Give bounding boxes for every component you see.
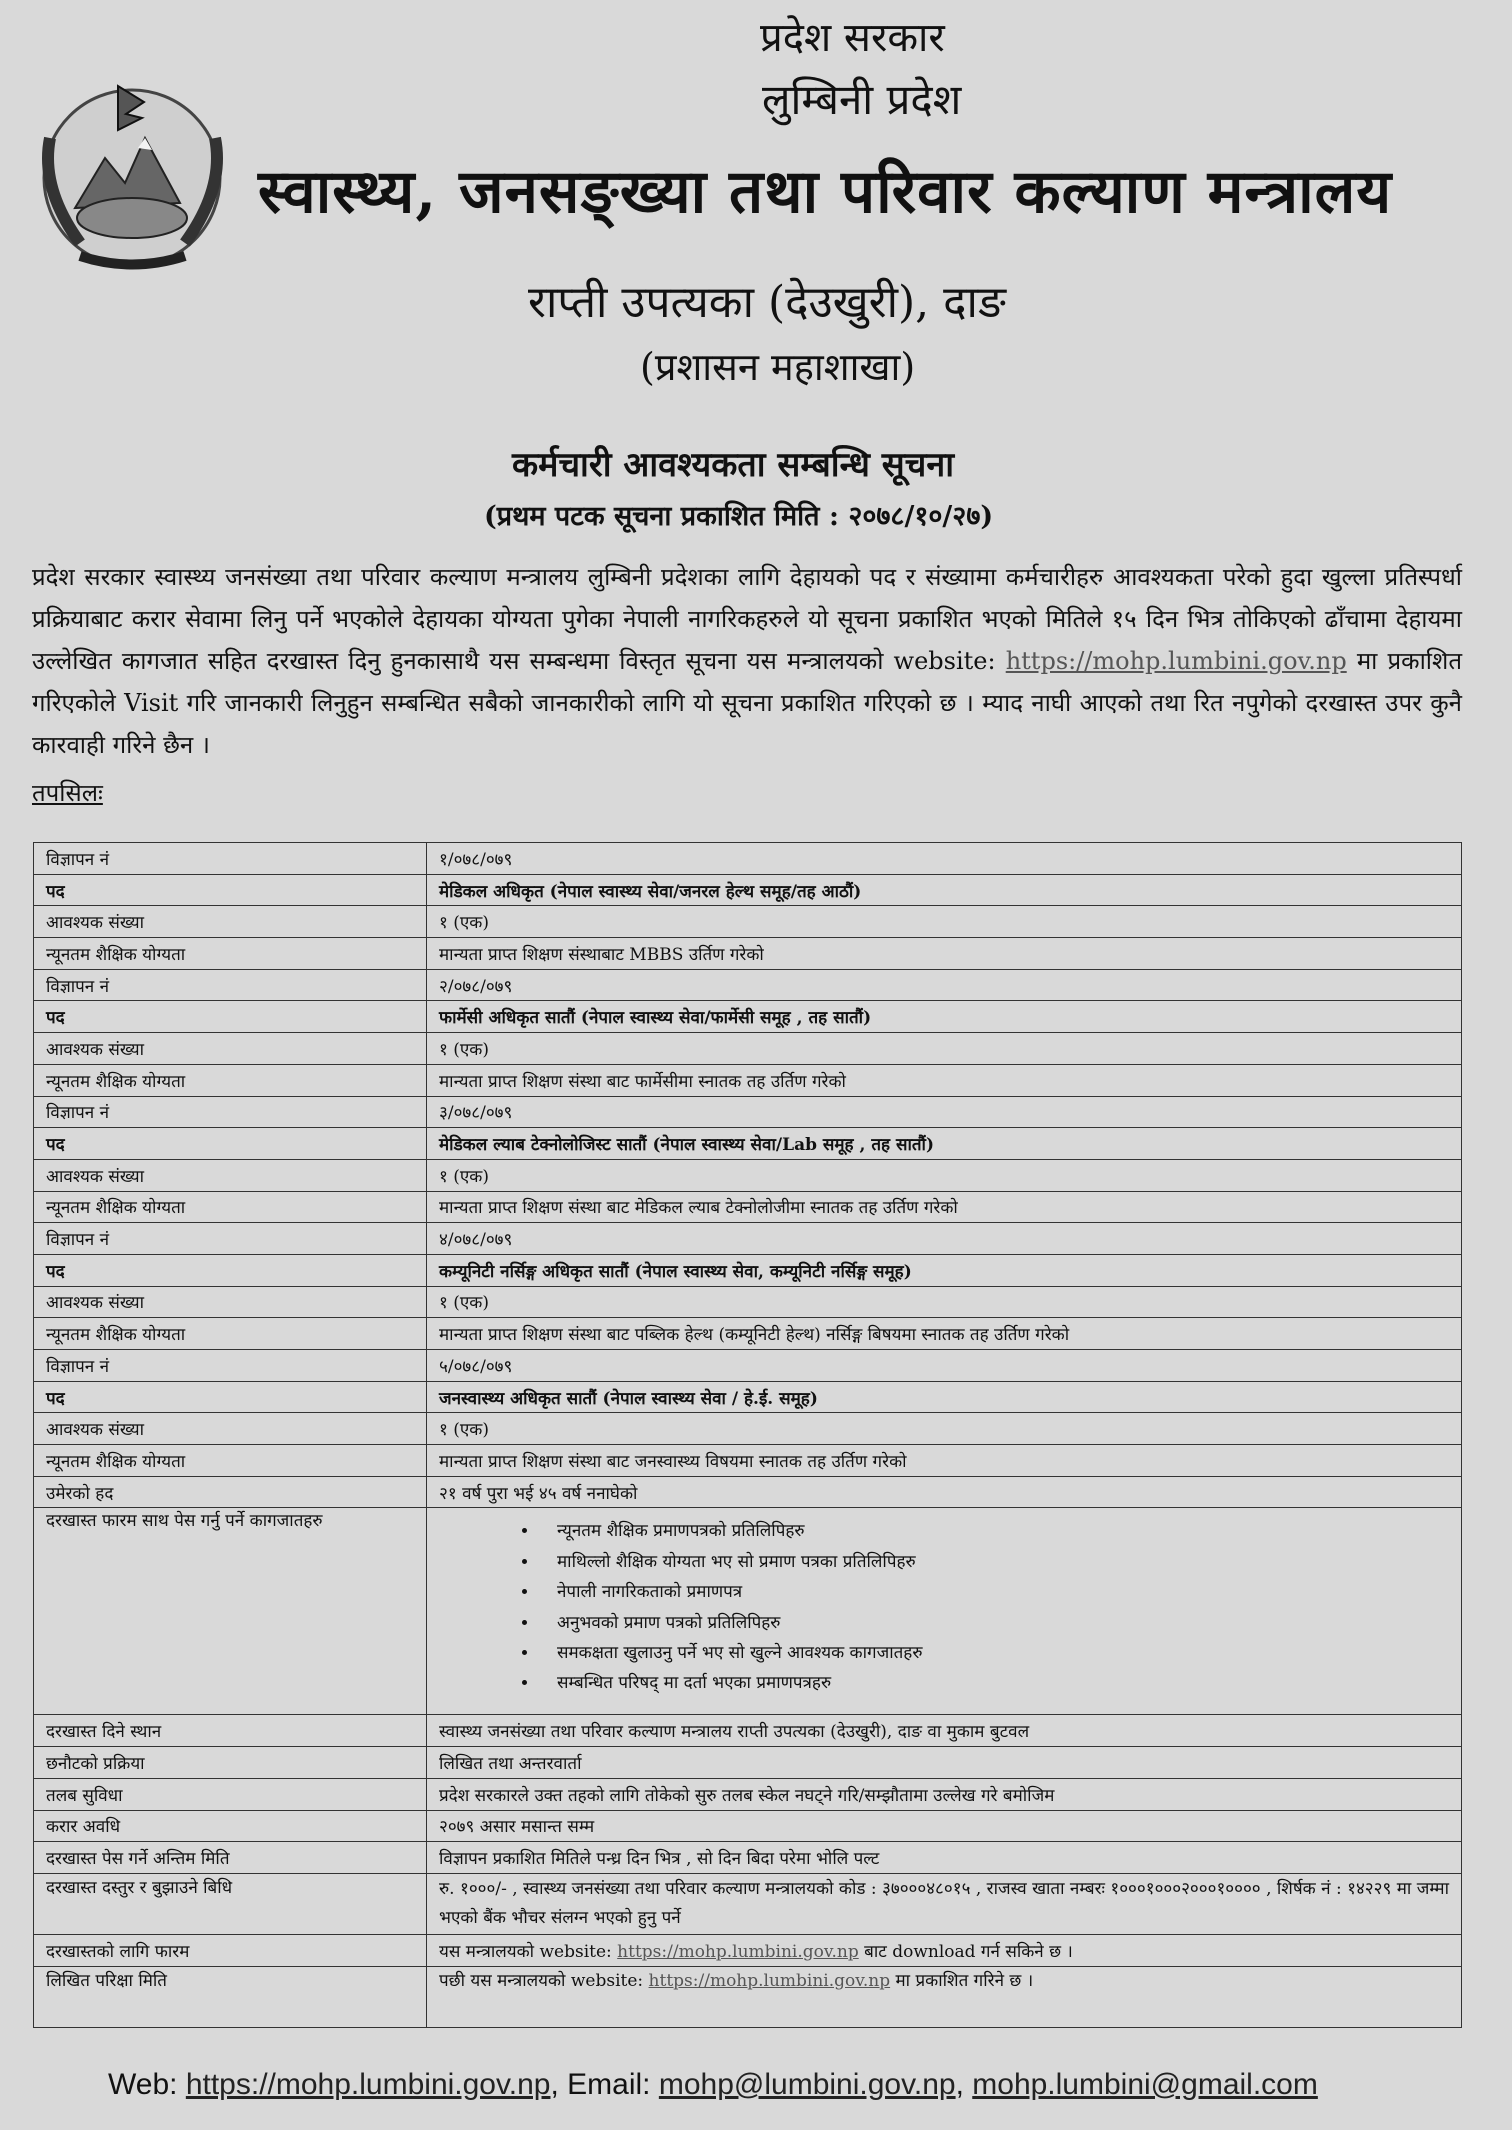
table-row [34,969,1462,1001]
row-value: १ (एक) [427,1286,1462,1318]
table-row [34,1191,1462,1223]
row-value: १/०७८/०७९ [427,843,1462,875]
row-label: विज्ञापन नं [34,843,427,875]
row-label: न्यूनतम शैक्षिक योग्यता [34,938,427,970]
row-value: २/०७८/०७९ [427,969,1462,1001]
table-row [34,1159,1462,1191]
table-row [34,1873,1462,1934]
footer-email-link-2[interactable]: mohp.lumbini@gmail.com [972,2068,1318,2101]
footer-separator: , [955,2068,964,2101]
footer-email-label: , Email: [550,2068,651,2101]
row-value: कम्यूनिटी नर्सिङ्ग अधिकृत सातौं (नेपाल स्वास्थ्य सेवा, कम्यूनिटी नर्सिङ्ग समूह) [427,1254,1462,1286]
footer [108,2068,1318,2102]
row-value [427,1934,1462,1966]
table-row [34,1254,1462,1286]
row-label: विज्ञापन नं [34,1223,427,1255]
row-value: मान्यता प्राप्त शिक्षण संस्था बाट फार्मेसीमा स्नातक तह उर्तिण गरेको [427,1064,1462,1096]
row-label: लिखित परिक्षा मिति [34,1966,427,2027]
row-value: १ (एक) [427,1159,1462,1191]
row-value: ५/०७८/०७९ [427,1350,1462,1382]
row-value: मेडिकल ल्याब टेक्नोलोजिस्ट सातौं (नेपाल स्वास्थ्य सेवा/Lab समूह , तह सातौं) [427,1128,1462,1160]
table-row [34,1476,1462,1508]
row-label: दरखास्त दस्तुर र बुझाउने बिधि [34,1873,427,1934]
row-label: पद [34,1254,427,1286]
row-value: मान्यता प्राप्त शिक्षण संस्था बाट जनस्वास्थ्य विषयमा स्नातक तह उर्तिण गरेको [427,1445,1462,1477]
row-label: दरखास्त दिने स्थान [34,1715,427,1747]
table-row [34,1810,1462,1842]
row-value: २१ वर्ष पुरा भई ४५ वर्ष ननाघेको [427,1476,1462,1508]
row-value: प्रदेश सरकारले उक्त तहको लागि तोकेको सुरु तलब स्केल नघट्ने गरि/सम्झौतामा उल्लेख गरे बमोजिम [427,1778,1462,1810]
row-label: आवश्यक संख्या [34,1413,427,1445]
row-value: जनस्वास्थ्य अधिकृत सातौं (नेपाल स्वास्थ्य सेवा / हे.ई. समूह) [427,1381,1462,1413]
form-text-post: बाट download गर्न सकिने छ । [864,1941,1073,1962]
table-row [34,1286,1462,1318]
notice-subtitle: (प्रथम पटक सूचना प्रकाशित मिति : २०७८/१०/२७) [484,501,994,532]
table-row [34,1381,1462,1413]
row-label: पद [34,1128,427,1160]
row-value: मान्यता प्राप्त शिक्षण संस्था बाट पब्लिक हेल्थ (कम्यूनिटी हेल्थ) नर्सिङ्ग बिषयमा स्नातक तह उर्तिण गरेको [427,1318,1462,1350]
list-item: • न्यूनतम शैक्षिक प्रमाणपत्रको प्रतिलिपिहरु [539,1516,1449,1546]
row-label: न्यूनतम शैक्षिक योग्यता [34,1064,427,1096]
row-label: न्यूनतम शैक्षिक योग्यता [34,1191,427,1223]
table-row [34,1350,1462,1382]
table-row [34,1966,1462,2027]
row-value [427,1508,1462,1715]
row-label: आवश्यक संख्या [34,1033,427,1065]
table-row [34,1064,1462,1096]
row-label: दरखास्त पेस गर्ने अन्तिम मिति [34,1842,427,1874]
row-label: विज्ञापन नं [34,969,427,1001]
table-row [34,1778,1462,1810]
notice-intro [32,556,1462,766]
row-value: मान्यता प्राप्त शिक्षण संस्थाबाट MBBS उर्तिण गरेको [427,938,1462,970]
list-item: • अनुभवको प्रमाण पत्रको प्रतिलिपिहरु [539,1608,1449,1638]
form-text-pre: यस मन्त्रालयको website: [439,1941,612,1962]
table-row [34,1842,1462,1874]
intro-text-1: प्रदेश सरकार स्वास्थ्य जनसंख्या तथा परिवार कल्याण मन्त्रालय लुम्बिनी प्रदेशका लागि देहायको पद र संख्यामा कर्मचारीहरु आवश्यकता परेको हुदा खुल्ला प्रतिस्पर्धा प्रक्रियाबाट करार सेवामा लिनु पर्ने भएकोले देहायका योग्यता पुगेका नेपाली नागरिकहरुले यो सूचना प्रकाशित भएको मितिले १५ दिन भित्र तोकिएको ढाँचामा देहायमा उल्लेखित कागजात सहित दरखास्त दिनु हुनकासाथै यस सम्बन्धमा विस्तृत सूचना यस मन्त्रालयको website: [32,563,1462,675]
intro-text-2: मा प्रकाशित गरिएकोले Visit गरि जानकारी लिनुहुन सम्बन्धित सबैको जानकारीको लागि यो सूचना प्रकाशित गरिएको छ । म्याद नाघी आएको तथा रित नपुगेको दरखास्त उपर कुनै कारवाही गरिने छैन । [32,647,1463,759]
list-item: • समकक्षता खुलाउनु पर्ने भए सो खुल्ने आवश्यक कागजातहरु [539,1638,1449,1668]
row-value: ४/०७८/०७९ [427,1223,1462,1255]
table-row [34,874,1462,906]
footer-web-link[interactable]: https://mohp.lumbini.gov.np [185,2068,551,2101]
exam-text-pre: पछी यस मन्त्रालयको website: [439,1970,644,1991]
details-label: तपसिलः [32,779,103,807]
table-row [34,1223,1462,1255]
table-row [34,1413,1462,1445]
header-division: (प्रशासन महाशाखा) [640,345,916,389]
row-label: तलब सुविधा [34,1778,427,1810]
table-row [34,1001,1462,1033]
intro-website-link[interactable]: https://mohp.lumbini.gov.np [1005,647,1347,675]
header-ministry: स्वास्थ्य, जनसङ्ख्या तथा परिवार कल्याण मन्त्रालय [258,157,1393,227]
table-row [34,1128,1462,1160]
row-value: रु. १०००/- , स्वास्थ्य जनसंख्या तथा परिवार कल्याण मन्त्रालयको कोड : ३७०००४८०१५ , राजस्व खाता नम्बरः १०००१०००२०००१०००० , शिर्षक नं : १४२२९ मा जम्मा भएको बैंक भौचर संलग्न भएको हुनु पर्ने [427,1873,1462,1934]
row-value: १ (एक) [427,1033,1462,1065]
row-value: फार्मेसी अधिकृत सातौं (नेपाल स्वास्थ्य सेवा/फार्मेसी समूह , तह सातौं) [427,1001,1462,1033]
table-row [34,1445,1462,1477]
row-value: मान्यता प्राप्त शिक्षण संस्था बाट मेडिकल ल्याब टेक्नोलोजीमा स्नातक तह उर्तिण गरेको [427,1191,1462,1223]
table-row-documents [34,1508,1462,1715]
table-row [34,1747,1462,1779]
table-row [34,1934,1462,1966]
row-value: २०७९ असार मसान्त सम्म [427,1810,1462,1842]
list-item: • नेपाली नागरिकताको प्रमाणपत्र [539,1577,1449,1607]
table-row [34,843,1462,875]
row-value: १ (एक) [427,1413,1462,1445]
exam-text-post: मा प्रकाशित गरिने छ । [895,1970,1034,1991]
row-label: न्यूनतम शैक्षिक योग्यता [34,1318,427,1350]
row-label: आवश्यक संख्या [34,1159,427,1191]
footer-email-link-1[interactable]: mohp@lumbini.gov.np [658,2068,956,2101]
list-item: • माथिल्लो शैक्षिक योग्यता भए सो प्रमाण पत्रका प्रतिलिपिहरु [539,1547,1449,1577]
row-label: दरखास्तको लागि फारम [34,1934,427,1966]
footer-web-label: Web: [108,2068,178,2101]
row-value: स्वास्थ्य जनसंख्या तथा परिवार कल्याण मन्त्रालय राप्ती उपत्यका (देउखुरी), दाङ वा मुकाम बुटवल [427,1715,1462,1747]
exam-website-link[interactable]: https://mohp.lumbini.gov.np [648,1970,891,1991]
row-value: ३/०७८/०७९ [427,1096,1462,1128]
row-value: १ (एक) [427,906,1462,938]
row-label: विज्ञापन नं [34,1350,427,1382]
documents-list [439,1516,1449,1698]
row-value: मेडिकल अधिकृत (नेपाल स्वास्थ्य सेवा/जनरल हेल्थ समूह/तह आठौं) [427,874,1462,906]
header-province: लुम्बिनी प्रदेश [762,75,962,124]
row-label: आवश्यक संख्या [34,1286,427,1318]
table-row [34,1715,1462,1747]
header-govt: प्रदेश सरकार [760,15,945,61]
row-value [427,1966,1462,2027]
row-label: पद [34,1001,427,1033]
row-label: छनौटको प्रक्रिया [34,1747,427,1779]
notice-title: कर्मचारी आवश्यकता सम्बन्धि सूचना [512,445,955,485]
row-label: आवश्यक संख्या [34,906,427,938]
table-row [34,938,1462,970]
row-label: उमेरको हद [34,1476,427,1508]
row-label: पद [34,874,427,906]
table-row [34,906,1462,938]
row-label: पद [34,1381,427,1413]
table-row [34,1318,1462,1350]
table-row [34,1096,1462,1128]
form-website-link[interactable]: https://mohp.lumbini.gov.np [617,1941,859,1962]
table-row [34,1033,1462,1065]
row-value: लिखित तथा अन्तरवार्ता [427,1747,1462,1779]
row-label: दरखास्त फारम साथ पेस गर्नु पर्ने कागजातहरु [34,1508,427,1715]
row-label: विज्ञापन नं [34,1096,427,1128]
nepal-emblem-icon [20,68,245,273]
header-location: राप्ती उपत्यका (देउखुरी), दाङ [528,277,1006,328]
row-value: विज्ञापन प्रकाशित मितिले पन्ध्र दिन भित्र , सो दिन बिदा परेमा भोलि पल्ट [427,1842,1462,1874]
row-label: करार अवधि [34,1810,427,1842]
vacancy-table [33,842,1462,2028]
row-label: न्यूनतम शैक्षिक योग्यता [34,1445,427,1477]
list-item: • सम्बन्धित परिषद् मा दर्ता भएका प्रमाणपत्रहरु [539,1668,1449,1698]
